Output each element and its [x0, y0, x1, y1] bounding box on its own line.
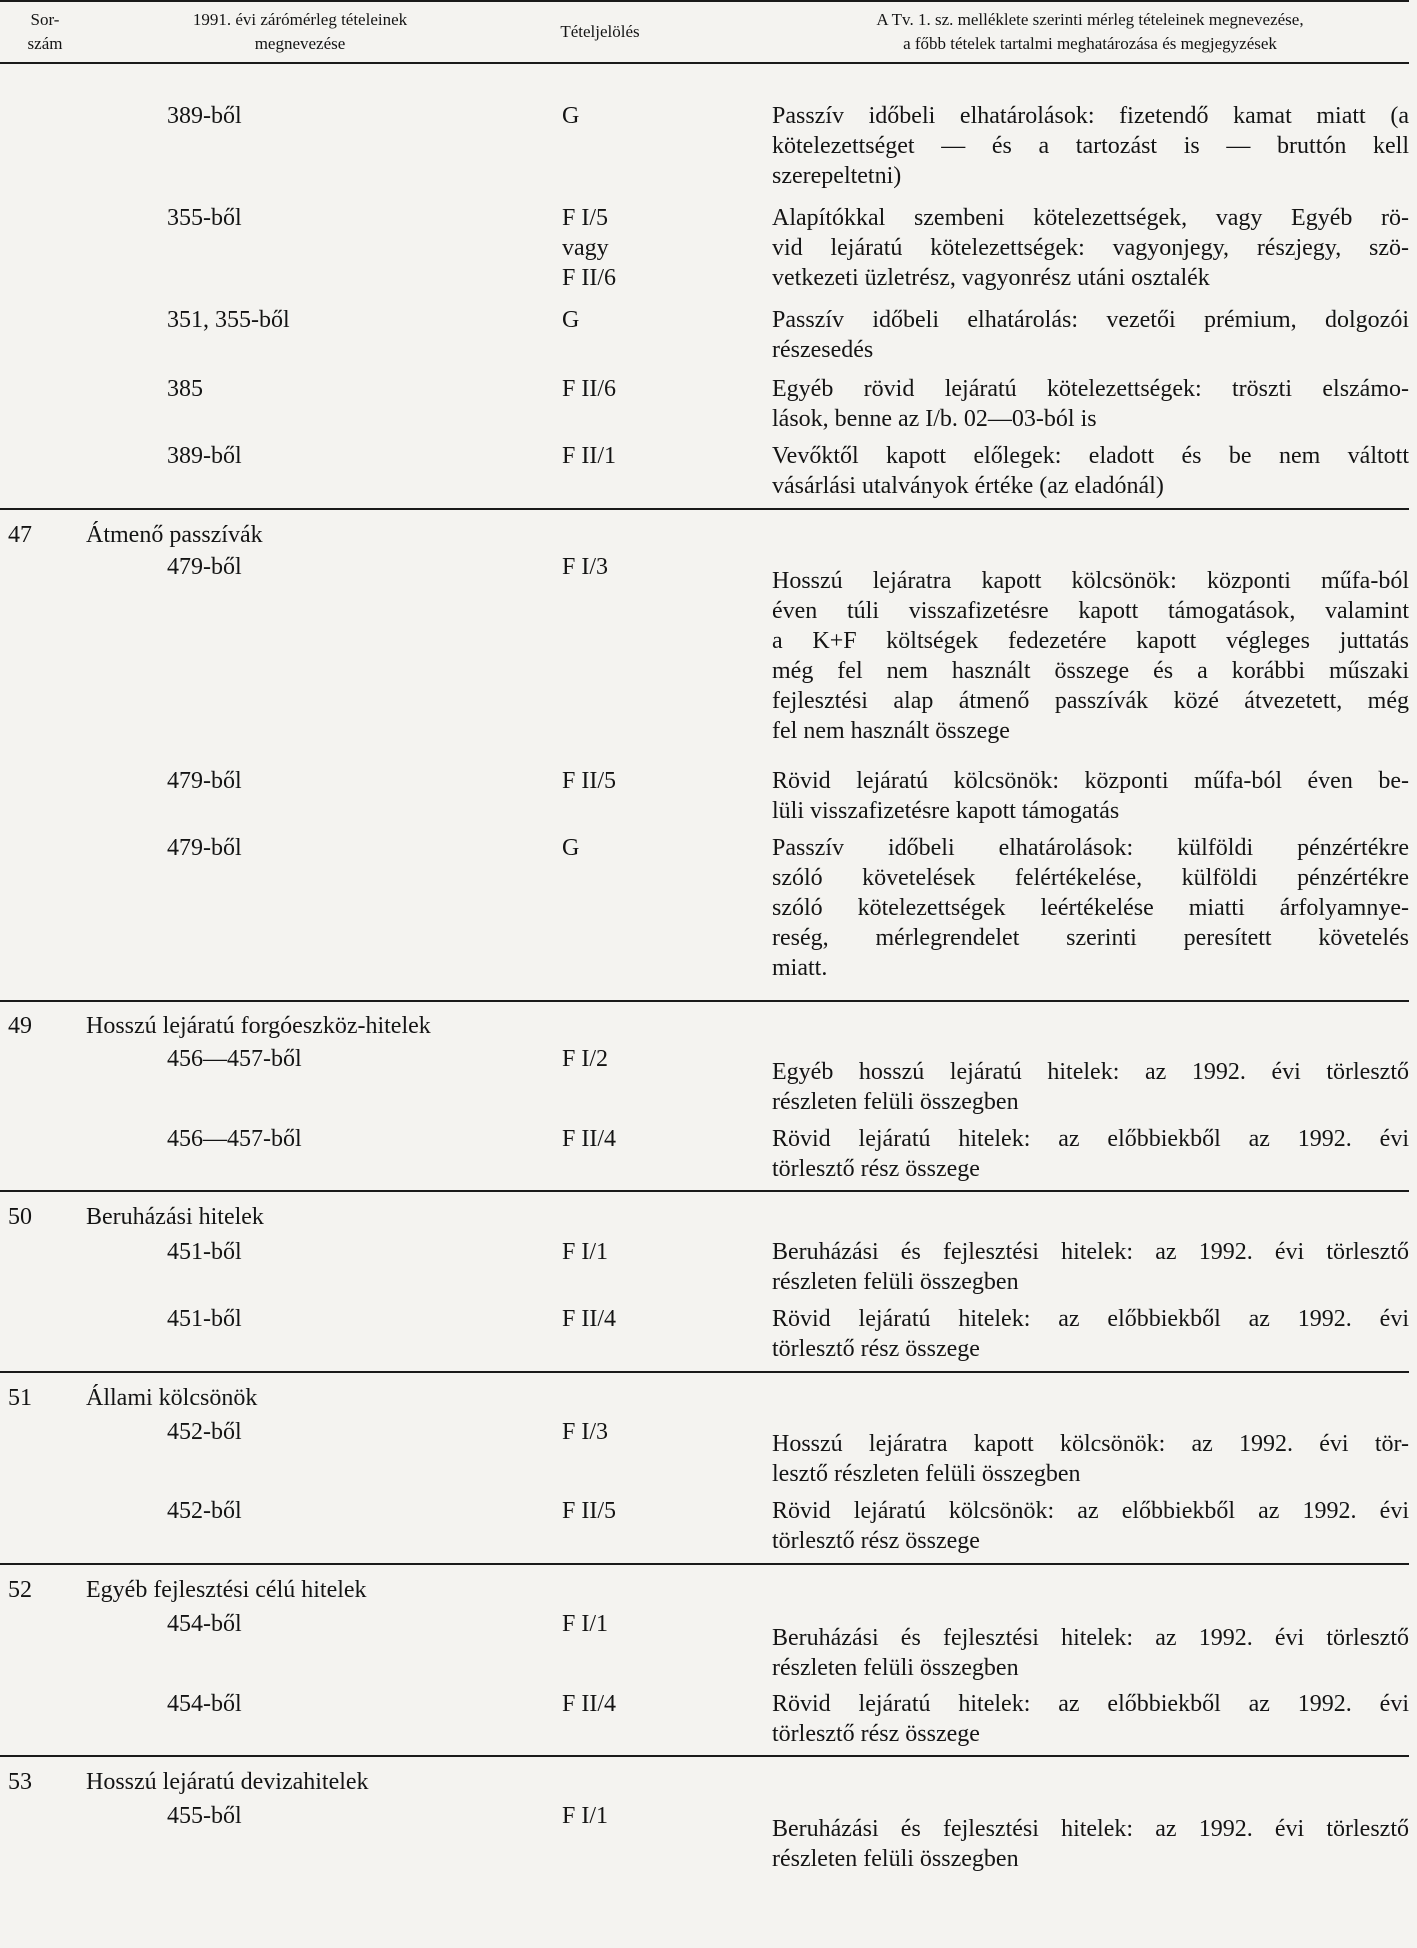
item-ref: G	[562, 103, 580, 129]
item-description: Passzív időbeli elhatárolás: vezetői prémium, dolgozói részesedés	[772, 307, 1409, 363]
account-code: 389-ből	[167, 103, 242, 129]
row-number: 53	[8, 1769, 32, 1795]
item-ref: F I/2	[562, 1046, 609, 1072]
header-tv: A Tv. 1. sz. melléklete szerinti mérleg tételeinek megnevezése, a főbb tételek tartalmi meghatározása és megjegyzések	[876, 10, 1304, 53]
account-code: 355-ből	[167, 205, 242, 231]
header-merleg: 1991. évi zárómérleg tételeinek megnevezése	[192, 10, 408, 53]
row-number: 49	[8, 1013, 32, 1039]
account-code: 452-ből	[167, 1498, 242, 1524]
section-rule	[0, 1000, 1409, 1002]
row-number: 50	[8, 1204, 32, 1230]
group-title: Állami kölcsönök	[86, 1385, 258, 1411]
item-description: Egyéb rövid lejáratú kötelezettségek: tröszti elszámo- lások, benne az I/b. 02—03-ból is	[772, 376, 1409, 432]
group-title: Hosszú lejáratú forgóeszköz-hitelek	[86, 1013, 431, 1039]
item-ref: G	[562, 835, 580, 861]
item-ref: F II/5	[562, 1498, 616, 1524]
item-description: Rövid lejáratú kölcsönök: az előbbiekből az 1992. évi törlesztő rész összege	[772, 1498, 1409, 1554]
item-ref: F I/1	[562, 1611, 609, 1637]
item-ref: F I/3	[562, 1419, 609, 1445]
item-ref: F I/1	[562, 1803, 609, 1829]
section-rule	[0, 1563, 1409, 1565]
item-description: Egyéb hosszú lejáratú hitelek: az 1992. évi törlesztő részleten felüli összegben	[772, 1059, 1409, 1115]
item-description: Rövid lejáratú hitelek: az előbbiekből az 1992. évi törlesztő rész összege	[772, 1691, 1409, 1747]
group-title: Átmenő passzívák	[86, 522, 263, 548]
item-description: Passzív időbeli elhatárolások: külföldi pénzértékre szóló követelések felértékelése, külföldi pénzértékre szóló kötelezettségek leértékelése miatti árfolyamnye- reség, mérlegrendelet szerinti peresített követelés miatt.	[772, 835, 1409, 981]
item-description: Rövid lejáratú hitelek: az előbbiekből az 1992. évi törlesztő rész összege	[772, 1126, 1409, 1182]
account-code: 456—457-ből	[167, 1046, 302, 1072]
header-tetel: Tételjelölés	[560, 22, 640, 41]
item-ref: F I/5 vagy F II/6	[562, 205, 616, 291]
item-description: Passzív időbeli elhatárolások: fizetendő kamat miatt (a kötelezettséget — és a tartozást is — bruttón kell szerepeltetni)	[772, 103, 1409, 189]
item-ref: F II/4	[562, 1306, 616, 1332]
account-code: 479-ből	[167, 835, 242, 861]
group-title: Egyéb fejlesztési célú hitelek	[86, 1577, 367, 1603]
item-ref: G	[562, 307, 580, 333]
item-ref: F II/4	[562, 1126, 616, 1152]
account-code: 455-ből	[167, 1803, 242, 1829]
section-rule	[0, 508, 1409, 510]
item-description: Hosszú lejáratra kapott kölcsönök: az 1992. évi tör- lesztő részleten felüli összegben	[772, 1431, 1409, 1487]
section-rule	[0, 1190, 1409, 1192]
account-code: 454-ből	[167, 1611, 242, 1637]
item-description: Hosszú lejáratra kapott kölcsönök: központi műfa-ból éven túli visszafizetésre kapott támogatások, valamint a K+F költségek fedezetére kapott végleges juttatás még fel nem használt összege és a korábbi műszaki fejlesztési alap átmenő passzívák közé átvezetett, még fel nem használt összege	[772, 568, 1409, 744]
account-code: 454-ből	[167, 1691, 242, 1717]
item-description: Rövid lejáratú hitelek: az előbbiekből az 1992. évi törlesztő rész összege	[772, 1306, 1409, 1362]
account-code: 456—457-ből	[167, 1126, 302, 1152]
account-code: 385	[167, 376, 203, 402]
item-description: Beruházási és fejlesztési hitelek: az 1992. évi törlesztő részleten felüli összegben	[772, 1816, 1409, 1872]
item-ref: F II/1	[562, 443, 616, 469]
account-code: 451-ből	[167, 1239, 242, 1265]
account-code: 351, 355-ből	[167, 307, 290, 333]
account-code: 451-ből	[167, 1306, 242, 1332]
header-rule	[0, 62, 1409, 64]
group-title: Hosszú lejáratú devizahitelek	[86, 1769, 369, 1795]
account-code: 452-ből	[167, 1419, 242, 1445]
row-number: 52	[8, 1577, 32, 1603]
row-number: 47	[8, 522, 32, 548]
group-title: Beruházási hitelek	[86, 1204, 264, 1230]
account-code: 389-ből	[167, 443, 242, 469]
row-number: 51	[8, 1385, 32, 1411]
item-description: Beruházási és fejlesztési hitelek: az 1992. évi törlesztő részleten felüli összegben	[772, 1239, 1409, 1295]
section-rule	[0, 1755, 1409, 1757]
top-rule	[0, 0, 1409, 2]
item-description: Rövid lejáratú kölcsönök: központi műfa-ból éven be- lüli visszafizetésre kapott támogatás	[772, 768, 1409, 824]
item-description: Alapítókkal szembeni kötelezettségek, vagy Egyéb rö- vid lejáratú kötelezettségek: vagyonjegy, részjegy, szö- vetkezeti üzletrész, vagyonrész utáni osztalék	[772, 205, 1409, 291]
item-ref: F II/5	[562, 768, 616, 794]
item-ref: F I/3	[562, 554, 609, 580]
account-code: 479-ből	[167, 768, 242, 794]
item-ref: F II/4	[562, 1691, 616, 1717]
header-sorszam: Sor- szám	[27, 10, 63, 53]
section-rule	[0, 1371, 1409, 1373]
item-ref: F I/1	[562, 1239, 609, 1265]
account-code: 479-ből	[167, 554, 242, 580]
item-description: Beruházási és fejlesztési hitelek: az 1992. évi törlesztő részleten felüli összegben	[772, 1625, 1409, 1681]
item-description: Vevőktől kapott előlegek: eladott és be nem váltott vásárlási utalványok értéke (az eladónál)	[772, 443, 1409, 499]
item-ref: F II/6	[562, 376, 616, 402]
